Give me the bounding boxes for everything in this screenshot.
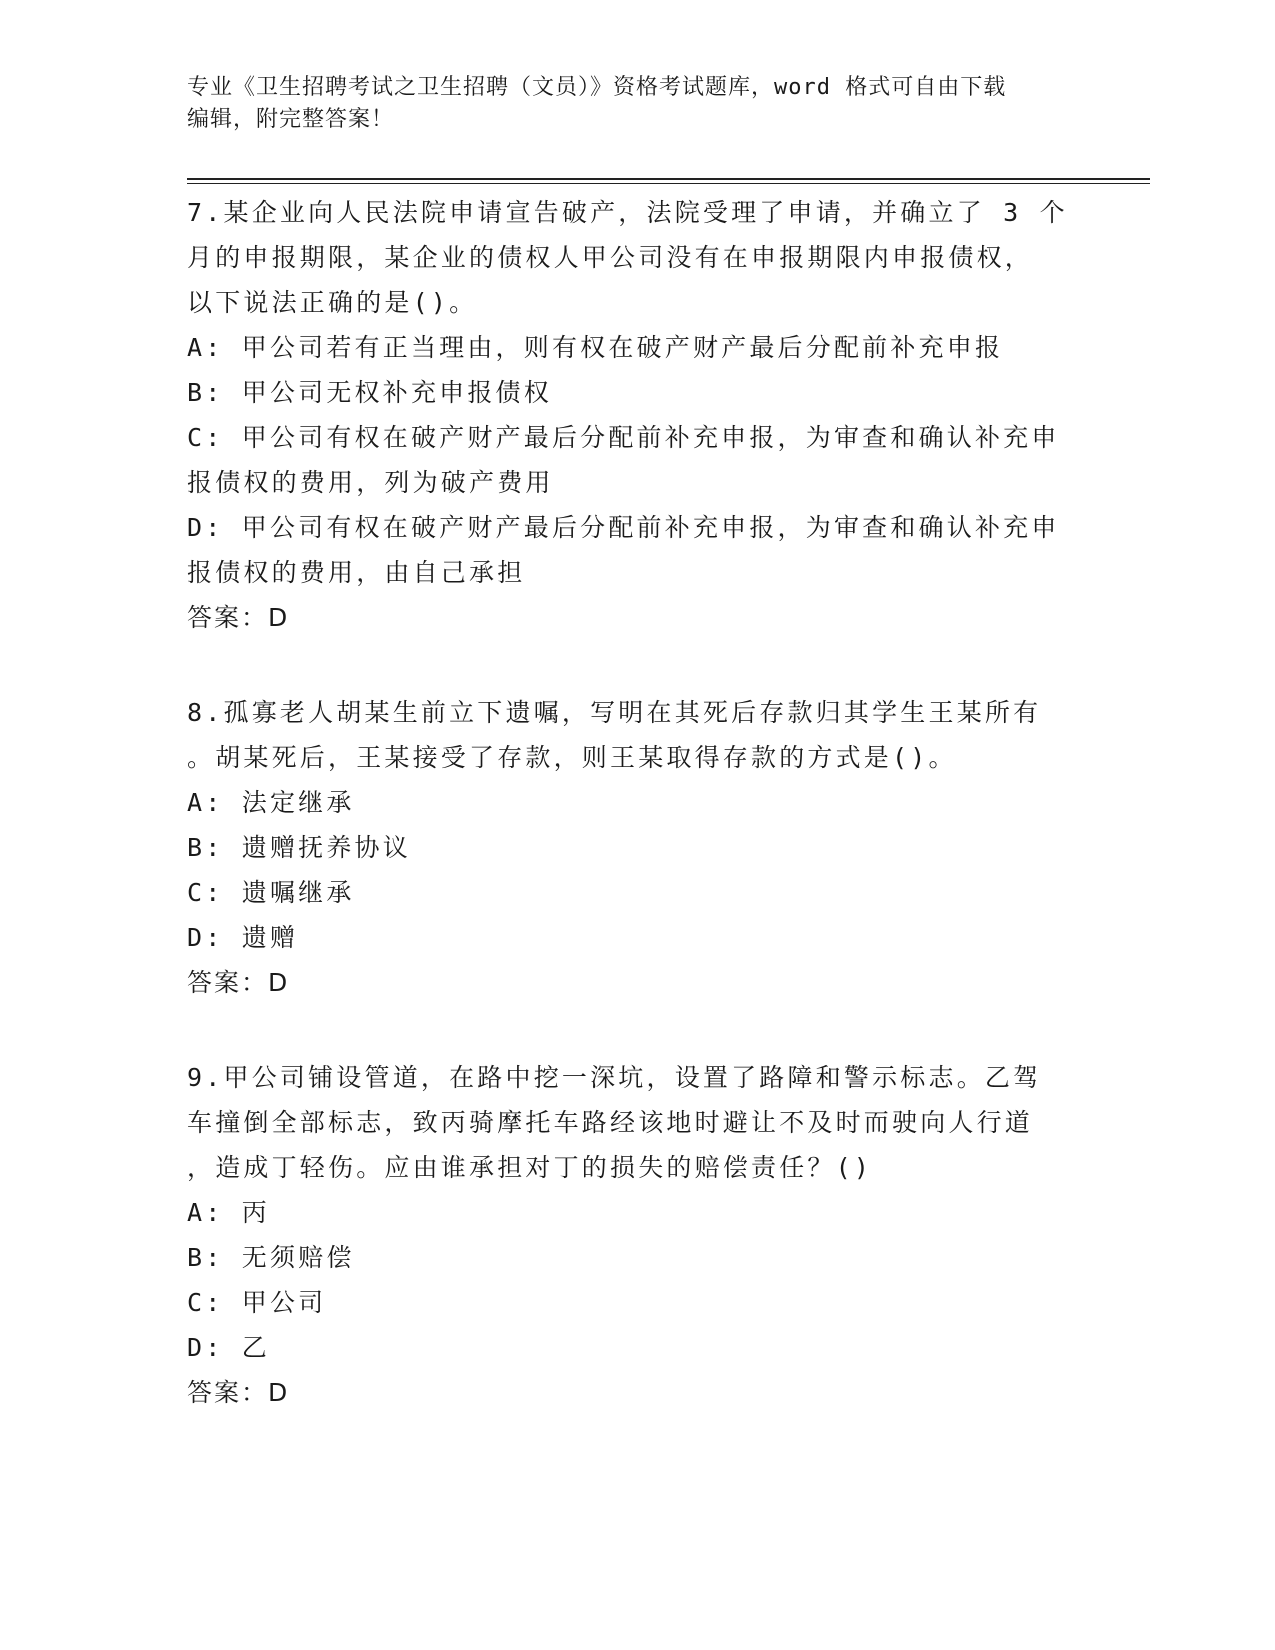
question-stem-line: 9.甲公司铺设管道，在路中挖一深坑，设置了路障和警示标志。乙驾 xyxy=(187,1063,1042,1092)
option-d: D: 甲公司有权在破产财产最后分配前补充申报，为审查和确认补充申 xyxy=(187,513,1060,542)
option-a: A: 丙 xyxy=(187,1198,270,1227)
option-c: C: 甲公司 xyxy=(187,1288,327,1317)
option-a: A: 法定继承 xyxy=(187,788,355,817)
question-stem-line: ，造成丁轻伤。应由谁承担对丁的损失的赔偿责任？() xyxy=(187,1153,873,1182)
question-9 xyxy=(187,1055,1087,1415)
question-7 xyxy=(187,190,1087,640)
option-d: D: 遗赠 xyxy=(187,923,299,952)
question-stem-line: 。胡某死后，王某接受了存款，则王某取得存款的方式是()。 xyxy=(187,743,957,772)
option-c: C: 甲公司有权在破产财产最后分配前补充申报，为审查和确认补充申 xyxy=(187,423,1060,452)
header-divider-thick xyxy=(187,178,1150,180)
header-divider-thin xyxy=(187,183,1150,184)
header-line-1: 专业《卫生招聘考试之卫生招聘（文员）》资格考试题库，word 格式可自由下载 xyxy=(187,75,1007,100)
question-stem-line: 以下说法正确的是()。 xyxy=(187,288,478,317)
answer-label: 答案：D xyxy=(187,968,290,997)
answer-label: 答案：D xyxy=(187,603,290,632)
answer-label: 答案：D xyxy=(187,1378,290,1407)
document-header xyxy=(187,72,1087,136)
question-stem-line: 7.某企业向人民法院申请宣告破产，法院受理了申请，并确立了 3 个 xyxy=(187,198,1068,227)
option-d-continued: 报债权的费用，由自己承担 xyxy=(187,558,526,587)
question-8 xyxy=(187,690,1087,1005)
option-b: B: 遗赠抚养协议 xyxy=(187,833,411,862)
question-stem-line: 车撞倒全部标志，致丙骑摩托车路经该地时避让不及时而驶向人行道 xyxy=(187,1108,1034,1137)
option-b: B: 甲公司无权补充申报债权 xyxy=(187,378,552,407)
question-stem-line: 月的申报期限，某企业的债权人甲公司没有在申报期限内申报债权， xyxy=(187,243,1034,272)
option-b: B: 无须赔偿 xyxy=(187,1243,355,1272)
header-line-2: 编辑，附完整答案！ xyxy=(187,107,395,132)
question-stem-line: 8.孤寡老人胡某生前立下遗嘱，写明在其死后存款归其学生王某所有 xyxy=(187,698,1042,727)
question-list xyxy=(187,190,1087,1465)
option-d: D: 乙 xyxy=(187,1333,270,1362)
option-a: A: 甲公司若有正当理由，则有权在破产财产最后分配前补充申报 xyxy=(187,333,1004,362)
option-c-continued: 报债权的费用，列为破产费用 xyxy=(187,468,554,497)
option-c: C: 遗嘱继承 xyxy=(187,878,355,907)
